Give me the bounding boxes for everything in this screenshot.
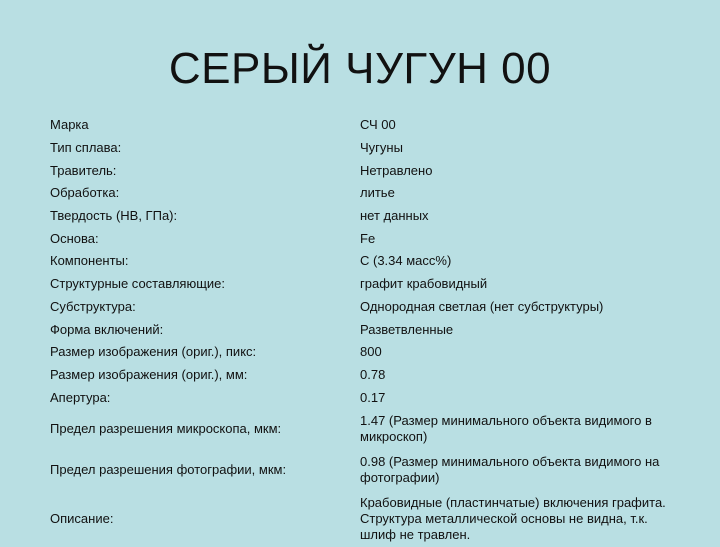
row-label: Компоненты: bbox=[50, 253, 129, 269]
row-value: литье bbox=[360, 185, 395, 201]
row-label: Форма включений: bbox=[50, 321, 164, 337]
row-value: 0.98 (Размер минимального объекта видимого на фотографии) bbox=[360, 454, 660, 486]
row-value: СЧ 00 bbox=[360, 117, 396, 133]
row-value: 0.78 bbox=[360, 366, 386, 382]
table-row-description bbox=[50, 491, 680, 547]
table-row-grade bbox=[50, 114, 680, 137]
page-title: СЕРЫЙ ЧУГУН 00 bbox=[168, 44, 552, 93]
row-label: Размер изображения (ориг.), мм: bbox=[50, 366, 248, 382]
table-row-processing bbox=[50, 182, 680, 205]
row-value: графит крабовидный bbox=[360, 276, 488, 292]
row-value: Однородная светлая (нет субструктуры) bbox=[360, 298, 604, 314]
row-label: Предел разрешения фотографии, мкм: bbox=[50, 462, 287, 478]
row-value: 800 bbox=[360, 344, 382, 360]
table-row-base bbox=[50, 227, 680, 250]
row-label: Апертура: bbox=[50, 389, 111, 405]
row-value: Крабовидные (пластинчатые) включения графита. Структура металлической основы не видна, т.к. шлиф не травлен. bbox=[360, 494, 666, 542]
row-label: Твердость (НВ, ГПа): bbox=[50, 208, 178, 224]
row-label: Структурные составляющие: bbox=[50, 276, 226, 292]
table-row-inclusion-shape bbox=[50, 318, 680, 341]
row-value: C (3.34 масс%) bbox=[360, 253, 452, 269]
table-row-aperture bbox=[50, 386, 680, 409]
row-value: 1.47 (Размер минимального объекта видимого в микроскоп) bbox=[360, 413, 652, 445]
row-label: Размер изображения (ориг.), пикс: bbox=[50, 344, 257, 360]
row-label: Обработка: bbox=[50, 185, 120, 201]
table-row-hardness bbox=[50, 205, 680, 228]
table-row-etchant bbox=[50, 159, 680, 182]
table-row-photo-resolution bbox=[50, 450, 680, 491]
table-row-components bbox=[50, 250, 680, 273]
row-label: Марка bbox=[50, 117, 89, 133]
row-label: Описание: bbox=[50, 510, 114, 526]
table-row-substructure bbox=[50, 296, 680, 319]
table-row-microscope-resolution bbox=[50, 409, 680, 450]
row-value: Разветвленные bbox=[360, 321, 454, 337]
row-value: Fe bbox=[360, 230, 376, 246]
properties-table bbox=[50, 114, 680, 547]
table-row-alloy-type bbox=[50, 137, 680, 160]
row-label: Предел разрешения микроскопа, мкм: bbox=[50, 421, 282, 437]
row-value: нет данных bbox=[360, 208, 429, 224]
row-value: 0.17 bbox=[360, 389, 386, 405]
row-label: Травитель: bbox=[50, 162, 117, 178]
table-row-image-size-px bbox=[50, 341, 680, 364]
row-label: Основа: bbox=[50, 230, 99, 246]
table-row-structural-constituents bbox=[50, 273, 680, 296]
row-value: Нетравлено bbox=[360, 162, 433, 178]
table-row-image-size-mm bbox=[50, 364, 680, 387]
row-value: Чугуны bbox=[360, 140, 403, 156]
row-label: Тип сплава: bbox=[50, 140, 122, 156]
row-label: Субструктура: bbox=[50, 298, 136, 314]
